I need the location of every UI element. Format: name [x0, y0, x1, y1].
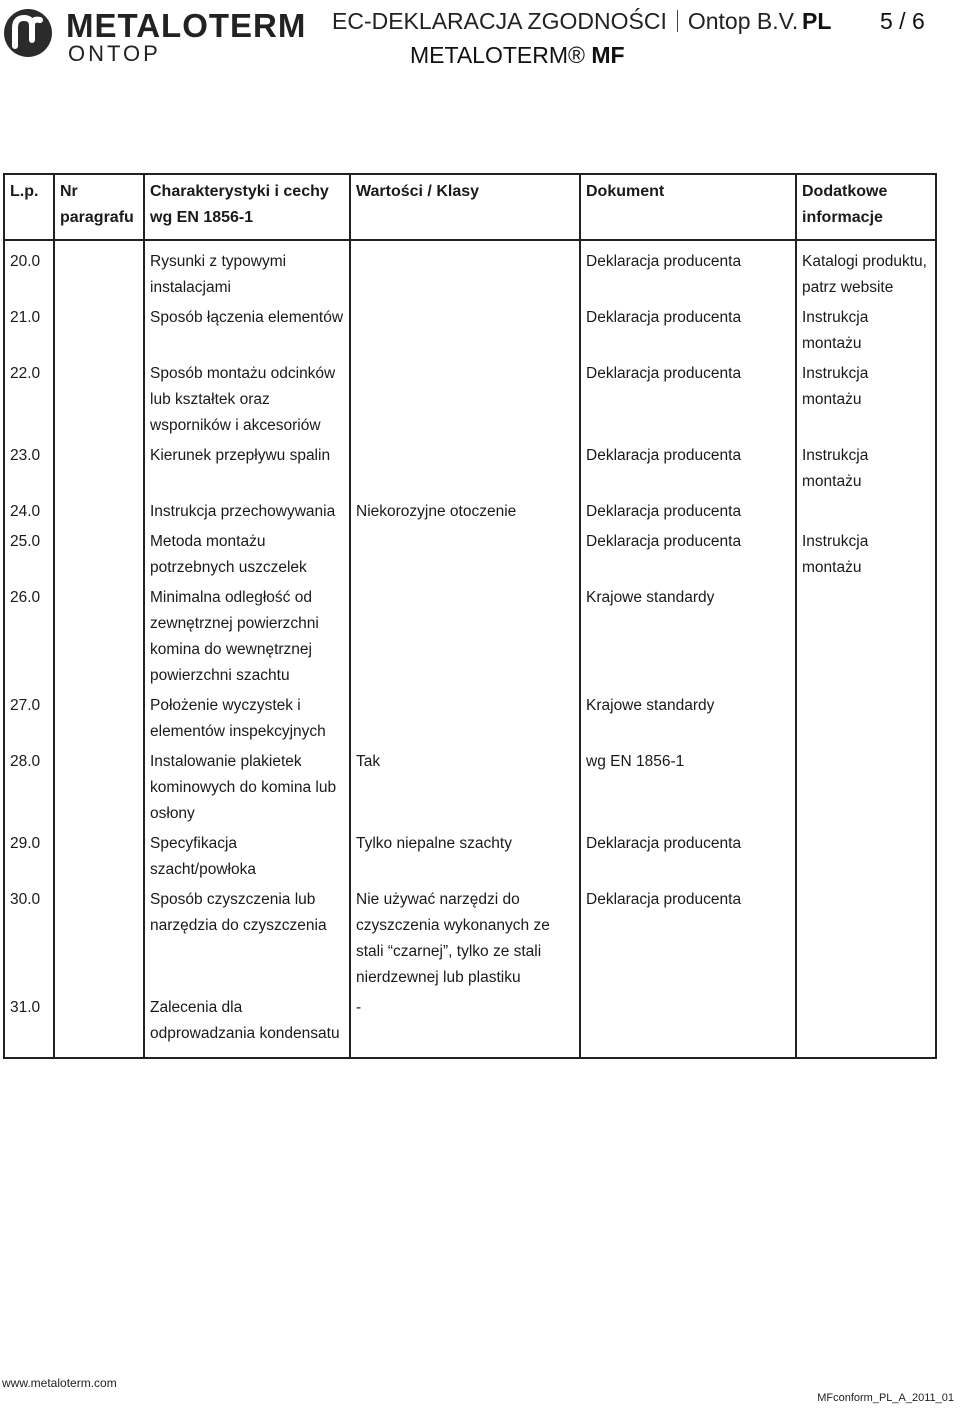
title-divider [677, 10, 678, 32]
cell-value [350, 693, 580, 749]
cell-document: wg EN 1856-1 [580, 749, 796, 831]
cell-lp: 25.0 [4, 529, 54, 585]
cell-lp: 21.0 [4, 305, 54, 361]
cell-document: Deklaracja producenta [580, 831, 796, 887]
cell-additional-info: Instrukcja montażu [796, 529, 936, 585]
table-row [4, 529, 936, 585]
table-row [4, 831, 936, 887]
col-header-additional-info: Dodatkowe informacje [796, 174, 936, 240]
cell-additional-info [796, 585, 936, 693]
footer-form-code: MFconform_PL_A_2011_01 [817, 1392, 954, 1404]
language-code: PL [802, 8, 832, 34]
product-name: METALOTERM® [410, 42, 585, 68]
brand-logo [2, 6, 307, 66]
cell-document: Deklaracja producenta [580, 443, 796, 499]
cell-lp: 23.0 [4, 443, 54, 499]
cell-paragraph [54, 443, 144, 499]
cell-paragraph [54, 305, 144, 361]
cell-characteristic: Instrukcja przechowywania [144, 499, 350, 529]
cell-characteristic: Rysunki z typowymi instalacjami [144, 240, 350, 305]
table-header-row [4, 174, 936, 240]
cell-additional-info: Instrukcja montażu [796, 361, 936, 443]
cell-additional-info [796, 749, 936, 831]
cell-additional-info [796, 831, 936, 887]
product-title [410, 40, 625, 70]
cell-document [580, 995, 796, 1058]
cell-additional-info [796, 995, 936, 1058]
cell-paragraph [54, 529, 144, 585]
footer-website: www.metaloterm.com [2, 1376, 117, 1390]
cell-value: - [350, 995, 580, 1058]
col-header-document: Dokument [580, 174, 796, 240]
table-row [4, 499, 936, 529]
cell-document: Krajowe standardy [580, 693, 796, 749]
cell-lp: 22.0 [4, 361, 54, 443]
table-row [4, 305, 936, 361]
cell-characteristic: Specyfikacja szacht/powłoka [144, 831, 350, 887]
cell-paragraph [54, 995, 144, 1058]
cell-lp: 28.0 [4, 749, 54, 831]
cell-document: Deklaracja producenta [580, 887, 796, 995]
company-name: Ontop B.V. [687, 8, 799, 34]
cell-additional-info: Instrukcja montażu [796, 305, 936, 361]
cell-characteristic: Metoda montażu potrzebnych uszczelek [144, 529, 350, 585]
table-row [4, 693, 936, 749]
cell-value: Niekorozyjne otoczenie [350, 499, 580, 529]
col-header-values: Wartości / Klasy [350, 174, 580, 240]
cell-document: Deklaracja producenta [580, 361, 796, 443]
product-code: MF [591, 42, 625, 68]
table-row [4, 995, 936, 1058]
cell-lp: 24.0 [4, 499, 54, 529]
cell-characteristic: Sposób montażu odcinków lub kształtek oraz wsporników i akcesoriów [144, 361, 350, 443]
cell-additional-info: Katalogi produktu, patrz website [796, 240, 936, 305]
cell-characteristic: Instalowanie plakietek kominowych do komina lub osłony [144, 749, 350, 831]
table-row [4, 361, 936, 443]
cell-lp: 26.0 [4, 585, 54, 693]
col-header-lp: L.p. [4, 174, 54, 240]
cell-paragraph [54, 749, 144, 831]
cell-lp: 30.0 [4, 887, 54, 995]
cell-paragraph [54, 240, 144, 305]
document-title [332, 6, 798, 36]
brand-name: METALOTERM [66, 7, 307, 44]
table-row [4, 749, 936, 831]
cell-value [350, 361, 580, 443]
table-row [4, 887, 936, 995]
cell-value [350, 443, 580, 499]
col-header-characteristics: Charakterystyki i cechy wg EN 1856-1 [144, 174, 350, 240]
cell-value [350, 529, 580, 585]
cell-paragraph [54, 887, 144, 995]
cell-paragraph [54, 585, 144, 693]
cell-characteristic: Położenie wyczystek i elementów inspekcyjnych [144, 693, 350, 749]
cell-characteristic: Sposób czyszczenia lub narzędzia do czyszczenia [144, 887, 350, 995]
cell-characteristic: Sposób łączenia elementów [144, 305, 350, 361]
cell-paragraph [54, 361, 144, 443]
cell-value: Tylko niepalne szachty [350, 831, 580, 887]
doc-title: EC-DEKLARACJA ZGODNOŚCI [332, 8, 667, 34]
cell-lp: 20.0 [4, 240, 54, 305]
cell-additional-info [796, 693, 936, 749]
cell-value [350, 240, 580, 305]
table-row [4, 585, 936, 693]
table-row [4, 443, 936, 499]
col-header-paragraph: Nr paragrafu [54, 174, 144, 240]
cell-characteristic: Kierunek przepływu spalin [144, 443, 350, 499]
metaloterm-logo-icon [2, 6, 54, 60]
cell-value [350, 305, 580, 361]
cell-additional-info [796, 499, 936, 529]
table-row [4, 240, 936, 305]
cell-document: Deklaracja producenta [580, 240, 796, 305]
cell-document: Deklaracja producenta [580, 529, 796, 585]
cell-paragraph [54, 831, 144, 887]
table-body [4, 240, 936, 1058]
cell-value: Tak [350, 749, 580, 831]
cell-additional-info: Instrukcja montażu [796, 443, 936, 499]
declaration-table [3, 173, 937, 1059]
cell-characteristic: Minimalna odległość od zewnętrznej powierzchni komina do wewnętrznej powierzchni szachtu [144, 585, 350, 693]
brand-sub: ONTOP [68, 41, 161, 66]
cell-lp: 29.0 [4, 831, 54, 887]
page-number: 5 / 6 [880, 8, 925, 34]
cell-characteristic: Zalecenia dla odprowadzania kondensatu [144, 995, 350, 1058]
cell-document: Deklaracja producenta [580, 499, 796, 529]
cell-value: Nie używać narzędzi do czyszczenia wykonanych ze stali “czarnej”, tylko ze stali nierdzewnej lub plastiku [350, 887, 580, 995]
cell-document: Deklaracja producenta [580, 305, 796, 361]
cell-paragraph [54, 499, 144, 529]
cell-additional-info [796, 887, 936, 995]
cell-lp: 31.0 [4, 995, 54, 1058]
cell-paragraph [54, 693, 144, 749]
cell-document: Krajowe standardy [580, 585, 796, 693]
cell-lp: 27.0 [4, 693, 54, 749]
cell-value [350, 585, 580, 693]
